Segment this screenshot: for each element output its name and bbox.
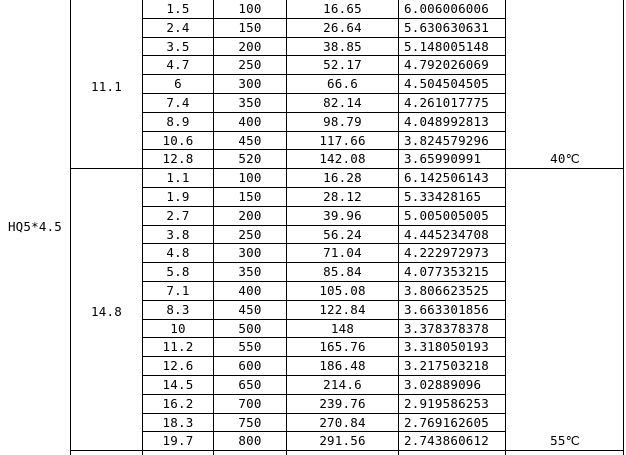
table-cell: 52.17 <box>323 57 362 72</box>
table-cell: 12.8 <box>162 151 194 166</box>
table-cell: 10 <box>170 321 186 336</box>
grid-line-horizontal <box>142 394 505 395</box>
model-cell: HQ5*4.5 <box>7 219 63 234</box>
table-cell: 165.76 <box>319 339 366 354</box>
table-cell: 28.12 <box>323 189 362 204</box>
table-cell: 239.76 <box>319 396 366 411</box>
table-cell: 250 <box>238 57 262 72</box>
table-cell: 3.663301856 <box>404 302 489 317</box>
table-cell: 150 <box>238 189 262 204</box>
grid-line-horizontal <box>142 319 505 320</box>
table-cell: 6.142506143 <box>404 170 489 185</box>
table-cell: 1.9 <box>166 189 190 204</box>
grid-line-horizontal <box>142 112 505 113</box>
grid-line-vertical <box>70 0 71 455</box>
temperature-cell: 55℃ <box>550 433 580 448</box>
table-cell: 3.806623525 <box>404 283 489 298</box>
table-cell: 450 <box>238 133 262 148</box>
table-cell: 4.261017775 <box>404 95 489 110</box>
table-cell: 550 <box>238 339 262 354</box>
table-cell: 4.504504505 <box>404 76 489 91</box>
table-cell: 3.65990991 <box>404 151 482 166</box>
table-cell: 3.8 <box>166 227 190 242</box>
table-cell: 186.48 <box>319 358 366 373</box>
table-cell: 3.5 <box>166 39 190 54</box>
table-cell: 85.84 <box>323 264 362 279</box>
table-cell: 6.006006006 <box>404 1 489 16</box>
table-cell: 214.6 <box>323 377 362 392</box>
table-cell: 19.7 <box>162 433 194 448</box>
table-cell: 8.9 <box>166 114 190 129</box>
table-cell: 6 <box>174 76 182 91</box>
table-cell: 291.56 <box>319 433 366 448</box>
table-cell: 26.64 <box>323 20 362 35</box>
grid-line-horizontal <box>142 55 505 56</box>
table-cell: 5.005005005 <box>404 208 489 223</box>
table-cell: 82.14 <box>323 95 362 110</box>
table-cell: 100 <box>238 1 262 16</box>
table-cell: 66.6 <box>327 76 358 91</box>
table-cell: 500 <box>238 321 262 336</box>
table-cell: 142.08 <box>319 151 366 166</box>
table-cell: 56.24 <box>323 227 362 242</box>
table-cell: 400 <box>238 283 262 298</box>
table-cell: 5.33428165 <box>404 189 482 204</box>
table-cell: 5.8 <box>166 264 190 279</box>
grid-line-vertical <box>623 0 624 455</box>
table-cell: 200 <box>238 39 262 54</box>
table-cell: 3.378378378 <box>404 321 489 336</box>
table-cell: 5.148005148 <box>404 39 489 54</box>
table-cell: 39.96 <box>323 208 362 223</box>
table-cell: 71.04 <box>323 245 362 260</box>
table-cell: 700 <box>238 396 262 411</box>
table-cell: 400 <box>238 114 262 129</box>
grid-line-horizontal <box>142 413 505 414</box>
table-cell: 5.630630631 <box>404 20 489 35</box>
grid-line-horizontal <box>142 131 505 132</box>
group-value-cell: 14.8 <box>91 304 122 319</box>
table-cell: 650 <box>238 377 262 392</box>
table-cell: 122.84 <box>319 302 366 317</box>
table-cell: 100 <box>238 170 262 185</box>
table-cell: 3.318050193 <box>404 339 489 354</box>
table-cell: 117.66 <box>319 133 366 148</box>
grid-line-horizontal <box>142 149 505 150</box>
group-value-cell: 11.1 <box>91 79 122 94</box>
table-cell: 450 <box>238 302 262 317</box>
table-cell: 16.65 <box>323 1 362 16</box>
table-cell: 10.6 <box>162 133 194 148</box>
grid-line-horizontal <box>142 225 505 226</box>
table-cell: 11.2 <box>162 339 194 354</box>
table-cell: 800 <box>238 433 262 448</box>
grid-line-horizontal <box>142 262 505 263</box>
table-cell: 2.4 <box>166 20 190 35</box>
grid-line-vertical <box>398 0 399 455</box>
table-cell: 16.28 <box>323 170 362 185</box>
grid-line-horizontal <box>142 37 505 38</box>
table-cell: 7.1 <box>166 283 190 298</box>
table-cell: 4.222972973 <box>404 245 489 260</box>
table-cell: 2.919586253 <box>404 396 489 411</box>
table-cell: 4.792026069 <box>404 57 489 72</box>
table-cell: 4.445234708 <box>404 227 489 242</box>
table-cell: 2.7 <box>166 208 190 223</box>
table-cell: 4.077353215 <box>404 264 489 279</box>
table-cell: 148 <box>330 321 355 336</box>
table-cell: 16.2 <box>162 396 194 411</box>
table-cell: 200 <box>238 208 262 223</box>
table-cell: 8.3 <box>166 302 190 317</box>
grid-line-horizontal <box>142 375 505 376</box>
table-cell: 98.79 <box>323 114 362 129</box>
table-cell: 14.5 <box>162 377 194 392</box>
table-cell: 300 <box>238 76 262 91</box>
table-cell: 4.8 <box>166 245 190 260</box>
temperature-cell: 40℃ <box>550 151 580 166</box>
table-cell: 4.048992813 <box>404 114 489 129</box>
table-cell: 18.3 <box>162 415 194 430</box>
grid-line-horizontal <box>142 337 505 338</box>
table-cell: 350 <box>238 95 262 110</box>
table-cell: 38.85 <box>323 39 362 54</box>
table-cell: 4.7 <box>166 57 190 72</box>
table-cell: 350 <box>238 264 262 279</box>
table-cell: 270.84 <box>319 415 366 430</box>
table-cell: 2.743860612 <box>404 433 489 448</box>
table-cell: 7.4 <box>166 95 190 110</box>
table-cell: 300 <box>238 245 262 260</box>
table-cell: 2.769162605 <box>404 415 489 430</box>
grid-line-horizontal <box>142 281 505 282</box>
table-cell: 3.217503218 <box>404 358 489 373</box>
grid-line-horizontal <box>142 18 505 19</box>
grid-line-horizontal <box>70 168 624 169</box>
table-cell: 3.824579296 <box>404 133 489 148</box>
table-cell: 12.6 <box>162 358 194 373</box>
table-cell: 250 <box>238 227 262 242</box>
grid-line-horizontal <box>142 431 505 432</box>
grid-line-horizontal <box>142 93 505 94</box>
grid-line-horizontal <box>142 243 505 244</box>
table-cell: 150 <box>238 20 262 35</box>
table-cell: 1.1 <box>166 170 190 185</box>
grid-line-horizontal <box>70 450 624 451</box>
table-cell: 520 <box>238 151 262 166</box>
table-cell: 750 <box>238 415 262 430</box>
grid-line-horizontal <box>142 356 505 357</box>
grid-line-horizontal <box>142 74 505 75</box>
table-cell: 3.02889096 <box>404 377 482 392</box>
grid-line-horizontal <box>142 206 505 207</box>
grid-line-horizontal <box>142 187 505 188</box>
table-cell: 1.5 <box>166 1 190 16</box>
table-cell: 600 <box>238 358 262 373</box>
grid-line-horizontal <box>142 300 505 301</box>
table-cell: 105.08 <box>319 283 366 298</box>
